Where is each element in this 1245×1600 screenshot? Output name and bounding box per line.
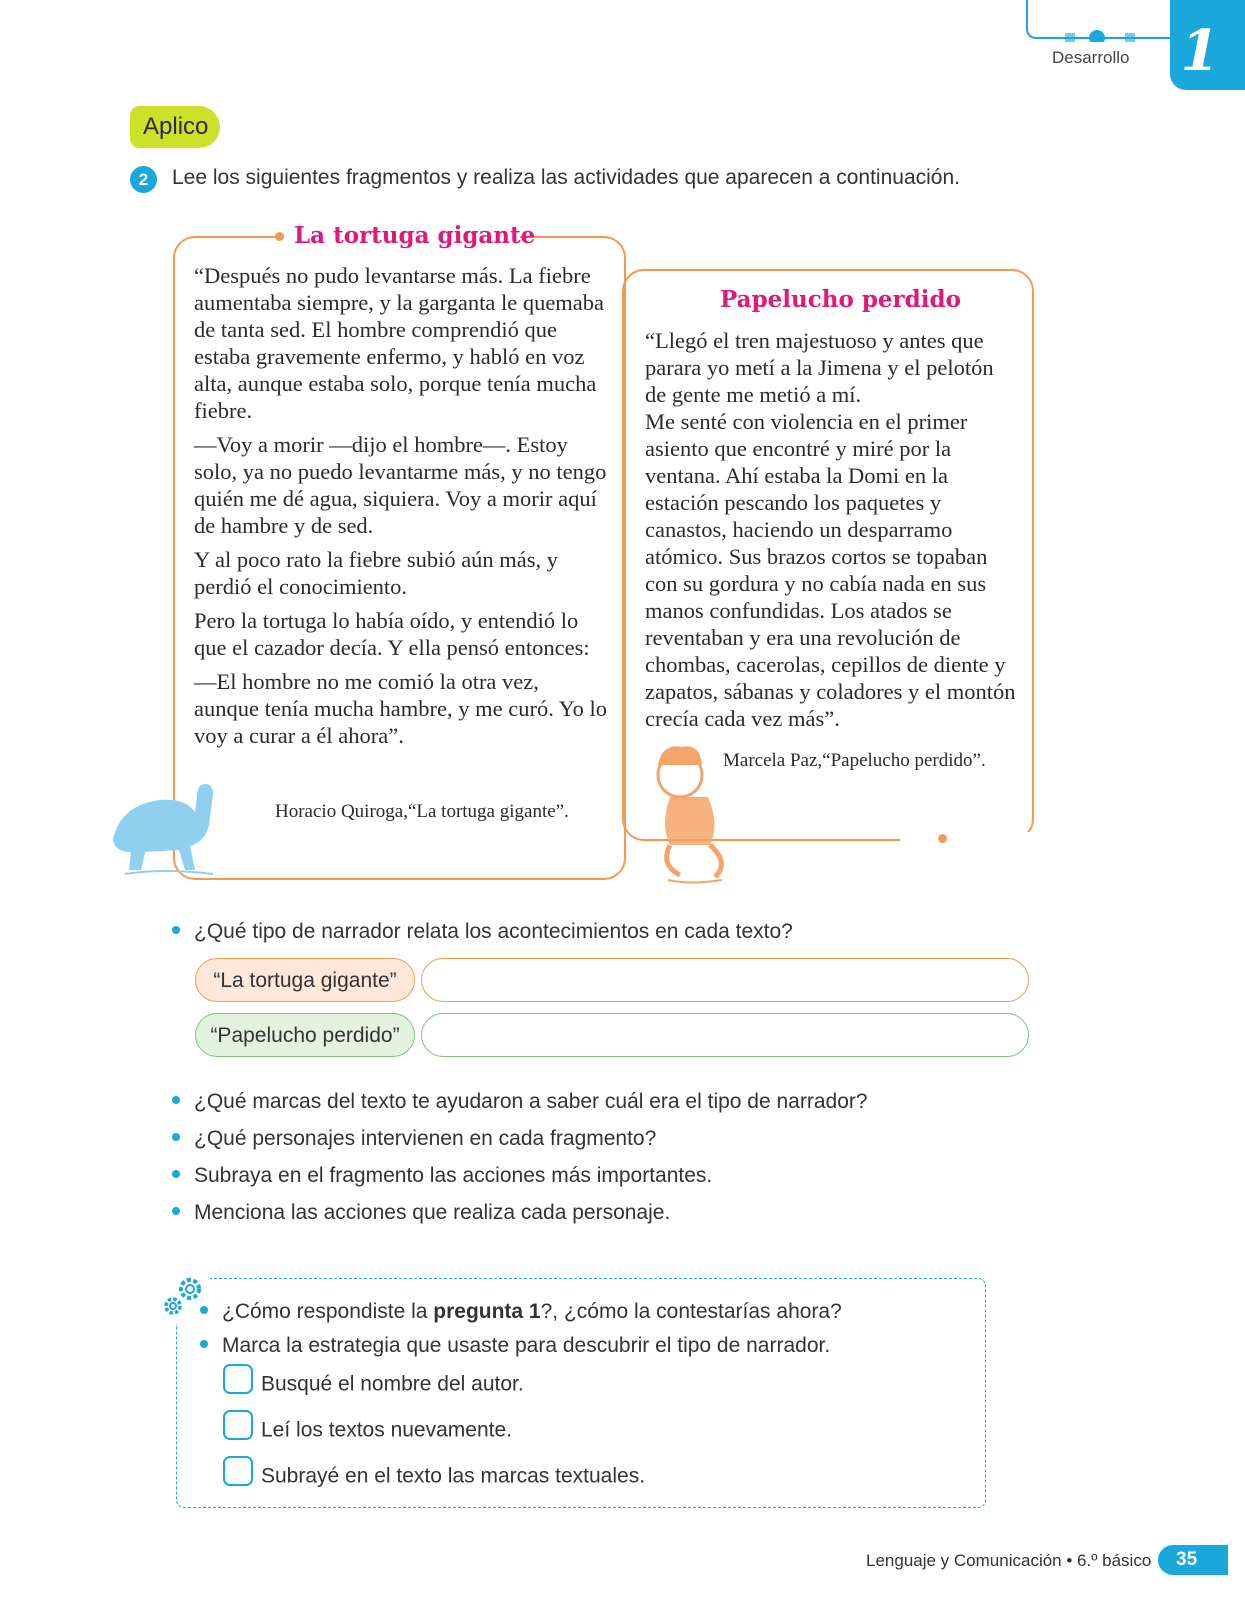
fragment-title-tortuga: La tortuga gigante (294, 222, 536, 249)
box-connector-dot (275, 232, 284, 241)
box-gap (900, 832, 1040, 848)
fragment-credit-tortuga: Horacio Quiroga,“La tortuga gigante”. (275, 801, 569, 822)
question-narrator-type (172, 920, 793, 944)
activity-instruction: Lee los siguientes fragmentos y realiza las actividades que aparecen a continuación. (172, 166, 960, 189)
unit-number: 1 (1180, 18, 1220, 84)
bullet-icon (200, 1340, 208, 1348)
list-item (172, 1090, 868, 1114)
bullet-icon (172, 1133, 180, 1141)
strategy-option-reread (223, 1416, 512, 1450)
option-label: Subrayé en el texto las marcas textuales. (261, 1464, 646, 1488)
question-text: ¿Qué tipo de narrador relata los acontecimientos en cada texto? (194, 920, 793, 943)
list-item (172, 1127, 868, 1151)
option-label: Leí los textos nuevamente. (261, 1418, 512, 1442)
answer-field-papelucho[interactable] (421, 1013, 1029, 1057)
question-reference: pregunta 1 (433, 1300, 541, 1323)
section-label: Desarrollo (1052, 48, 1130, 67)
paragraph: “Llegó el tren majestuoso y antes que parara yo metí a la Jimena y el pelotón de gente me metió a mí. (645, 328, 994, 407)
answer-label-tortuga: “La tortuga gigante” (195, 958, 415, 1002)
question-text: Menciona las acciones que realiza cada personaje. (194, 1201, 671, 1224)
fragment-text-papelucho (645, 327, 1020, 732)
question-text: Subraya en el fragmento las acciones más importantes. (194, 1164, 713, 1187)
footer-subject: Lenguaje y Comunicación • 6.º básico (866, 1551, 1152, 1570)
list-item (172, 1164, 868, 1188)
paragraph: —El hombre no me comió la otra vez, aunque tenía mucha hambre, y me curó. Yo lo voy a curar a él ahora”. (194, 669, 608, 748)
bullet-icon (172, 1207, 180, 1215)
checkbox[interactable] (223, 1410, 253, 1440)
page-number: 35 (1158, 1545, 1228, 1575)
bullet-icon (172, 1170, 180, 1178)
reflection-list (200, 1300, 842, 1368)
answer-field-tortuga[interactable] (421, 958, 1029, 1002)
paragraph: “Después no pudo levantarse más. La fiebre aumentaba siempre, y la garganta le quemaba de tanta sed. El hombre comprendió que estaba gravemente enfermo, y habló en voz alta, aunque estaba solo, porque tenía mucha fiebre. (194, 263, 605, 423)
strategy-option-author (223, 1370, 524, 1404)
list-item (172, 1201, 868, 1225)
question-text: ¿Qué marcas del texto te ayudaron a saber cuál era el tipo de narrador? (194, 1090, 868, 1113)
checkbox[interactable] (223, 1364, 253, 1394)
paragraph: Pero la tortuga lo había oído, y entendió lo que el cazador decía. Y ella pensó entonces: (194, 608, 590, 660)
bullet-icon (200, 1306, 208, 1314)
question-list (172, 1090, 868, 1238)
answer-label-papelucho: “Papelucho perdido” (195, 1013, 415, 1057)
question-text: ?, ¿cómo la contestarías ahora? (540, 1300, 842, 1323)
paragraph: Y al poco rato la fiebre subió aún más, y perdió el conocimiento. (194, 547, 559, 599)
papelucho-illustration (640, 735, 750, 895)
section-progress-indicator (1025, 0, 1175, 42)
question-text: ¿Qué personajes intervienen en cada fragmento? (194, 1127, 657, 1150)
list-item (200, 1300, 842, 1324)
checkbox[interactable] (223, 1456, 253, 1486)
bullet-icon (172, 926, 180, 934)
paragraph: —Voy a morir —dijo el hombre—. Estoy solo, ya no puedo levantarme más, y no tengo quién me dé agua, siquiera. Voy a morir aquí de hambre y de sed. (194, 432, 607, 538)
option-label: Busqué el nombre del autor. (261, 1372, 524, 1396)
question-text: ¿Cómo respondiste la (222, 1300, 434, 1323)
turtle-illustration (105, 770, 225, 890)
activity-number-badge: 2 (130, 166, 157, 193)
list-item (200, 1334, 842, 1358)
box-connector-dot (938, 834, 947, 843)
fragment-credit-papelucho: Marcela Paz,“Papelucho perdido”. (723, 750, 986, 771)
fragment-text-tortuga (194, 262, 609, 756)
bullet-icon (172, 1096, 180, 1104)
strategy-option-underline (223, 1462, 645, 1496)
aplico-tag: Aplico (130, 106, 220, 148)
question-text: Marca la estrategia que usaste para descubrir el tipo de narrador. (222, 1334, 831, 1357)
paragraph: Me senté con violencia en el primer asiento que encontré y miré por la ventana. Ahí estaba la Domi en la estación pescando los paquetes y canastos, haciendo un desparramo atómico. Sus brazos cortos se topaban con su gordura y no cabía nada en sus manos confundidas. Los atados se reventaban y era una revolución de chombas, cacerolas, cepillos de diente y zapatos, sábanas y coladores y el montón crecía cada vez más”. (645, 409, 1016, 731)
fragment-title-papelucho: Papelucho perdido (720, 286, 961, 313)
